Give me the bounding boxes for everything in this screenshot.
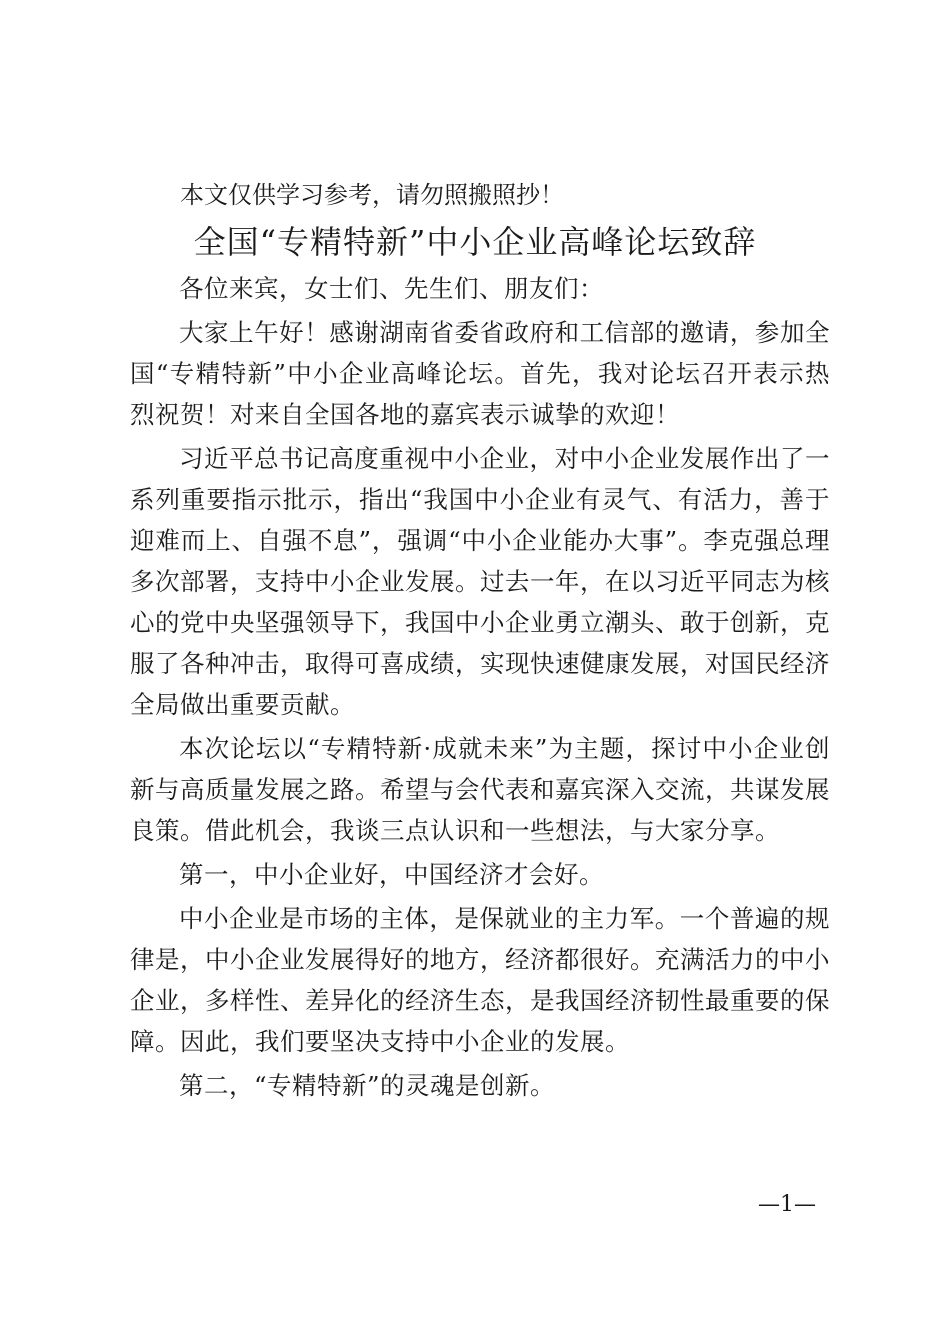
point-two-heading: 第二，“专精特新”的灵魂是创新。: [179, 1071, 556, 1100]
forum-theme-paragraph: 本次论坛以“专精特新·成就未来”为主题，探讨中小企业创新与高质量发展之路。希望与会代表和嘉宾深入交流，共谋发展良策。借此机会，我谈三点认识和一些想法，与大家分享。: [130, 734, 830, 845]
point-one-heading: 第一，中小企业好，中国经济才会好。: [179, 860, 604, 889]
greeting-paragraph: 各位来宾，女士们、先生们、朋友们：: [179, 274, 604, 303]
page-number: —1—: [758, 1192, 816, 1217]
document-body: [130, 268, 830, 1106]
point-one-paragraph: 中小企业是市场的主体，是保就业的主力军。一个普遍的规律是，中小企业发展得好的地方，经济都很好。充满活力的中小企业，多样性、差异化的经济生态，是我国经济韧性最重要的保障。因此，我们要坚决支持中小企业的发展。: [130, 904, 830, 1056]
disclaimer-text: 本文仅供学习参考，请勿照搬照抄！: [180, 181, 564, 209]
leadership-paragraph: 习近平总书记高度重视中小企业，对中小企业发展作出了一系列重要指示批示，指出“我国中小企业有灵气、有活力，善于迎难而上、自强不息”，强调“中小企业能办大事”。李克强总理多次部署，支持中小企业发展。过去一年，在以习近平同志为核心的党中央坚强领导下，我国中小企业勇立潮头、敢于创新，克服了各种冲击，取得可喜成绩，实现快速健康发展，对国民经济全局做出重要贡献。: [130, 444, 830, 719]
document-title: 全国“专精特新”中小企业高峰论坛致辞: [193, 223, 757, 261]
opening-paragraph: 大家上午好！感谢湖南省委省政府和工信部的邀请，参加全国“专精特新”中小企业高峰论坛。首先，我对论坛召开表示热烈祝贺！对来自全国各地的嘉宾表示诚挚的欢迎！: [130, 318, 830, 429]
